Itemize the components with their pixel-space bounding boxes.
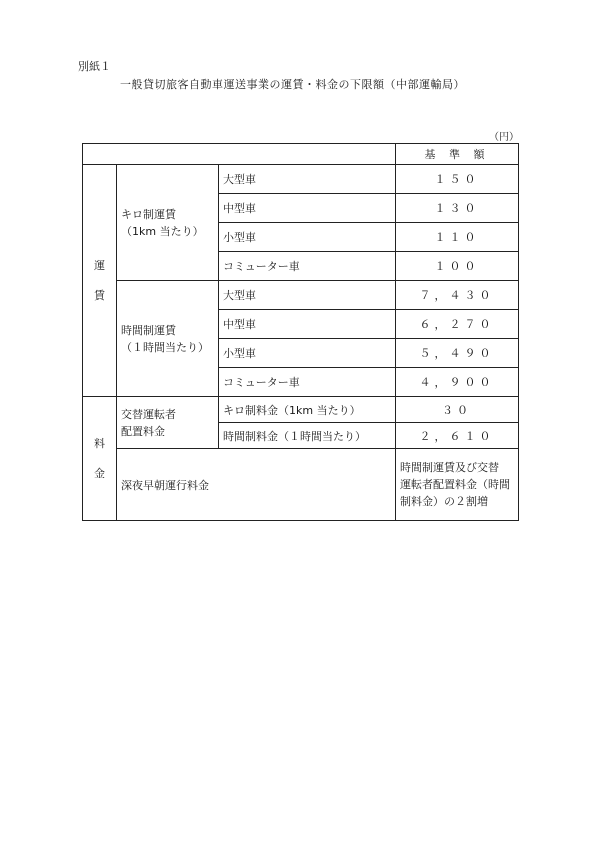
vehicle-type: 大型車 [219,281,396,310]
amount-value: ２，６１０ [396,423,519,449]
column-header-standard-amount: 基 準 額 [396,144,519,165]
relief-driver-label: 交替運転者 配置料金 [117,397,219,449]
charge-group-label: 料 金 [83,397,117,521]
vehicle-type: 中型車 [219,310,396,339]
annex-label: 別紙１ [78,60,111,73]
amount-value: ５，４９０ [396,339,519,368]
amount-value: ３０ [396,397,519,423]
table-row [83,397,519,423]
amount-value: １３０ [396,194,519,223]
table-row [83,165,519,194]
table-row [83,449,519,521]
charge-item: 時間制料金（１時間当たり） [219,423,396,449]
amount-value: ６，２７０ [396,310,519,339]
amount-value: ４，９００ [396,368,519,397]
hour-rate-label: 時間制運賃 （１時間当たり） [117,281,219,397]
charge-item: キロ制料金（1km 当たり） [219,397,396,423]
unit-label: （円） [489,132,519,143]
night-operation-label: 深夜早朝運行料金 [117,449,396,521]
document-title: 一般貸切旅客自動車運送事業の運賃・料金の下限額（中部運輸局） [120,78,465,91]
amount-value: １１０ [396,223,519,252]
vehicle-type: コミューター車 [219,252,396,281]
km-rate-label: キロ制運賃 （1km 当たり） [117,165,219,281]
amount-value: ７，４３０ [396,281,519,310]
amount-value: １５０ [396,165,519,194]
amount-value: １００ [396,252,519,281]
header-blank-cell [83,144,396,165]
vehicle-type: 中型車 [219,194,396,223]
table-row [83,281,519,310]
header-row [83,144,519,165]
fee-table [82,143,519,521]
fare-group-label: 運 賃 [83,165,117,397]
night-operation-amount: 時間制運賃及び交替 運転者配置料金（時間 制料金）の２割増 [396,449,519,521]
vehicle-type: 大型車 [219,165,396,194]
vehicle-type: 小型車 [219,223,396,252]
vehicle-type: コミューター車 [219,368,396,397]
vehicle-type: 小型車 [219,339,396,368]
